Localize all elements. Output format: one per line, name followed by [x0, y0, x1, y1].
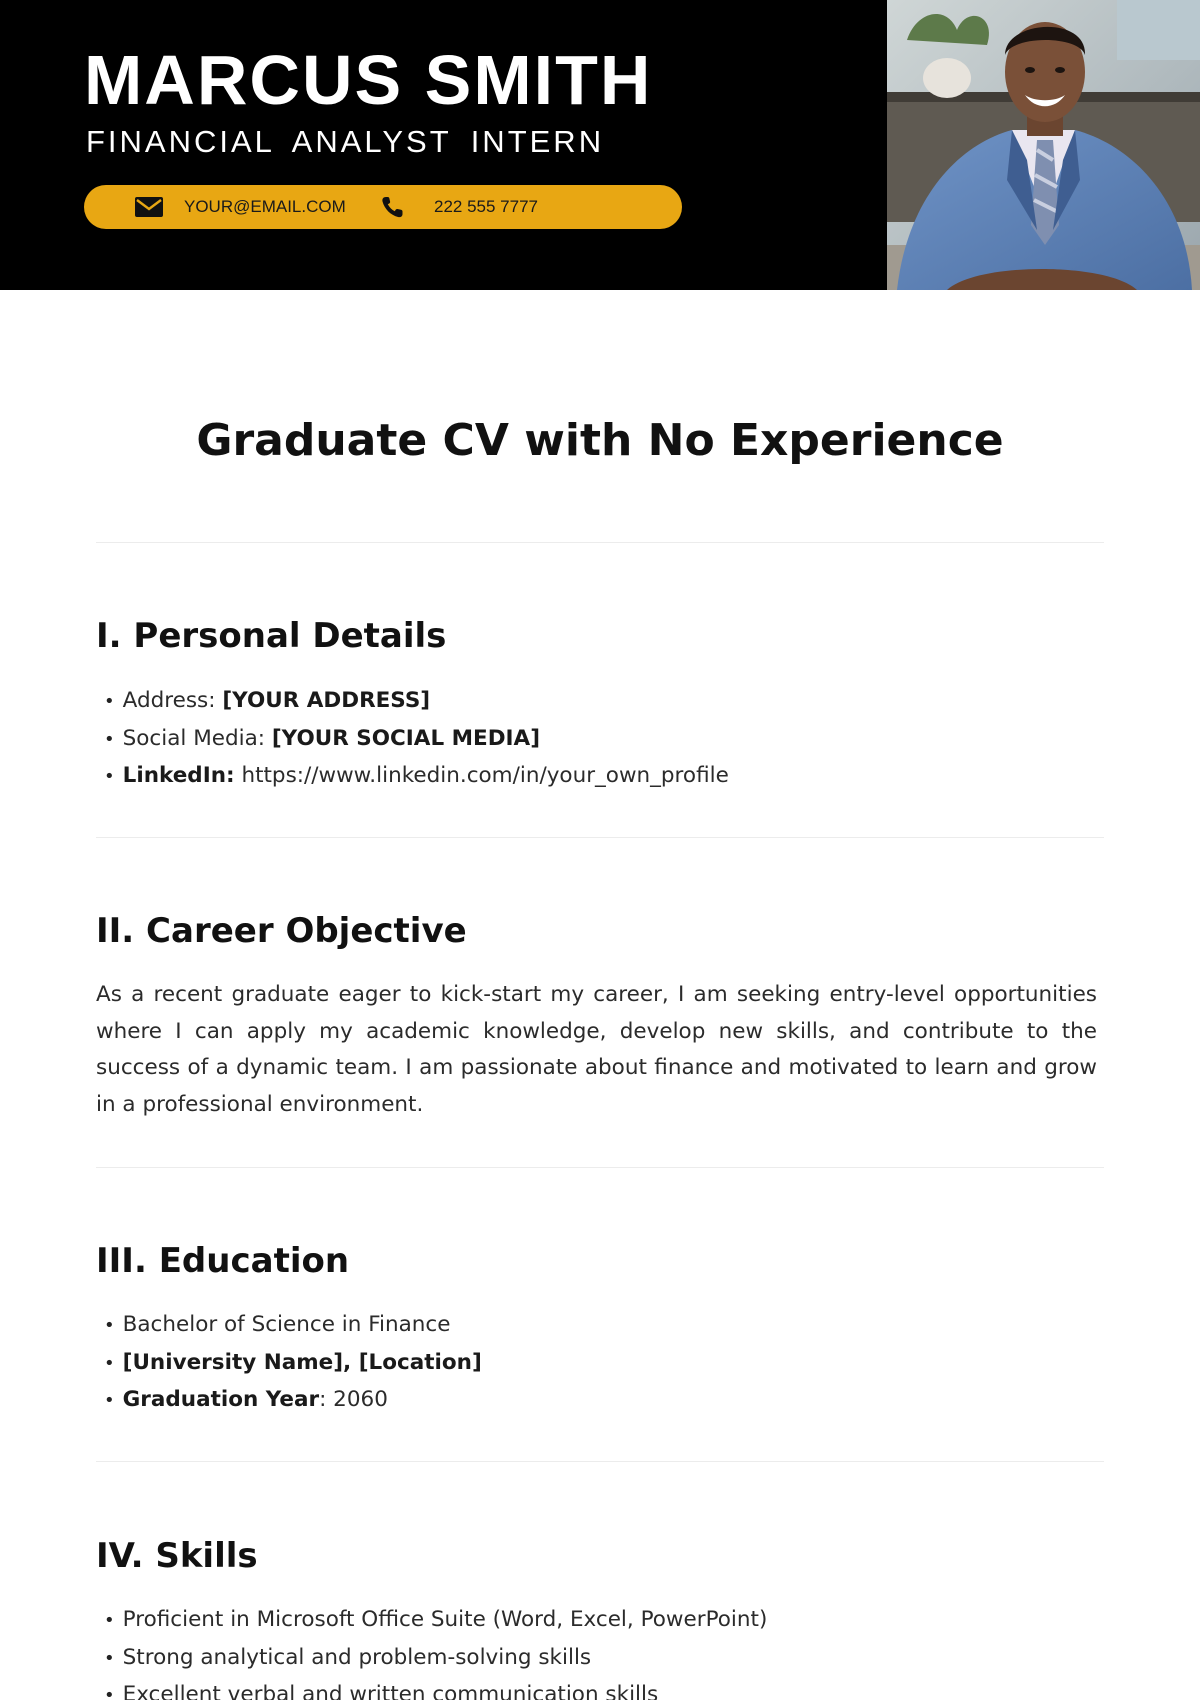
linkedin-link[interactable]: https://www.linkedin.com/in/your_own_profile	[234, 763, 729, 788]
profile-photo-illustration	[887, 0, 1200, 290]
list-item-social-media	[104, 721, 729, 759]
candidate-name: MARCUS SMITH	[84, 41, 653, 119]
email-link[interactable]: YOUR@EMAIL.COM	[184, 197, 346, 216]
section-title-personal-details: I. Personal Details	[96, 616, 447, 656]
list-item-linkedin	[104, 758, 729, 796]
university-text: [University Name], [Location]	[122, 1349, 482, 1375]
divider	[96, 1461, 1104, 1462]
list-item-skill: • Excellent verbal and written communication skills	[104, 1677, 767, 1700]
graduation-year-value: : 2060	[319, 1387, 388, 1412]
address-value: [YOUR ADDRESS]	[222, 688, 431, 713]
divider	[96, 1167, 1104, 1168]
section-title-career-objective: II. Career Objective	[96, 911, 467, 951]
degree-text: Bachelor of Science in Finance	[122, 1312, 451, 1337]
personal-details-list	[104, 683, 729, 796]
contact-bar	[84, 185, 682, 229]
list-item-degree	[104, 1307, 482, 1345]
phone-number[interactable]: 222 555 7777	[434, 197, 538, 216]
profile-photo	[887, 0, 1200, 290]
education-list	[104, 1307, 482, 1420]
skills-list	[104, 1602, 767, 1700]
section-title-skills: IV. Skills	[96, 1536, 258, 1576]
list-item-skill: • Proficient in Microsoft Office Suite (Word, Excel, PowerPoint)	[104, 1602, 767, 1640]
candidate-role: FINANCIAL ANALYST INTERN	[86, 124, 605, 159]
career-objective-text: As a recent graduate eager to kick-start my career, I am seeking entry-level opportunities where I can apply my academic knowledge, develop new skills, and contribute to the success of a dynamic team. I am passionate about finance and motivated to learn and grow in a professional environment.	[96, 982, 1097, 1117]
divider	[96, 837, 1104, 838]
linkedin-label: LinkedIn:	[122, 763, 235, 788]
list-item-university	[104, 1345, 482, 1383]
list-item-skill: • Strong analytical and problem-solving skills	[104, 1640, 767, 1678]
address-label: Address:	[122, 688, 223, 713]
graduation-year-label: Graduation Year	[122, 1387, 320, 1412]
social-media-value: [YOUR SOCIAL MEDIA]	[271, 725, 541, 751]
section-title-education: III. Education	[96, 1241, 350, 1281]
phone-icon	[380, 195, 412, 219]
envelope-icon	[133, 195, 165, 219]
divider	[96, 542, 1104, 543]
document-title: Graduate CV with No Experience	[196, 415, 1004, 466]
social-media-label: Social Media:	[122, 725, 272, 751]
list-item-graduation-year	[104, 1382, 482, 1420]
list-item-address	[104, 683, 729, 721]
